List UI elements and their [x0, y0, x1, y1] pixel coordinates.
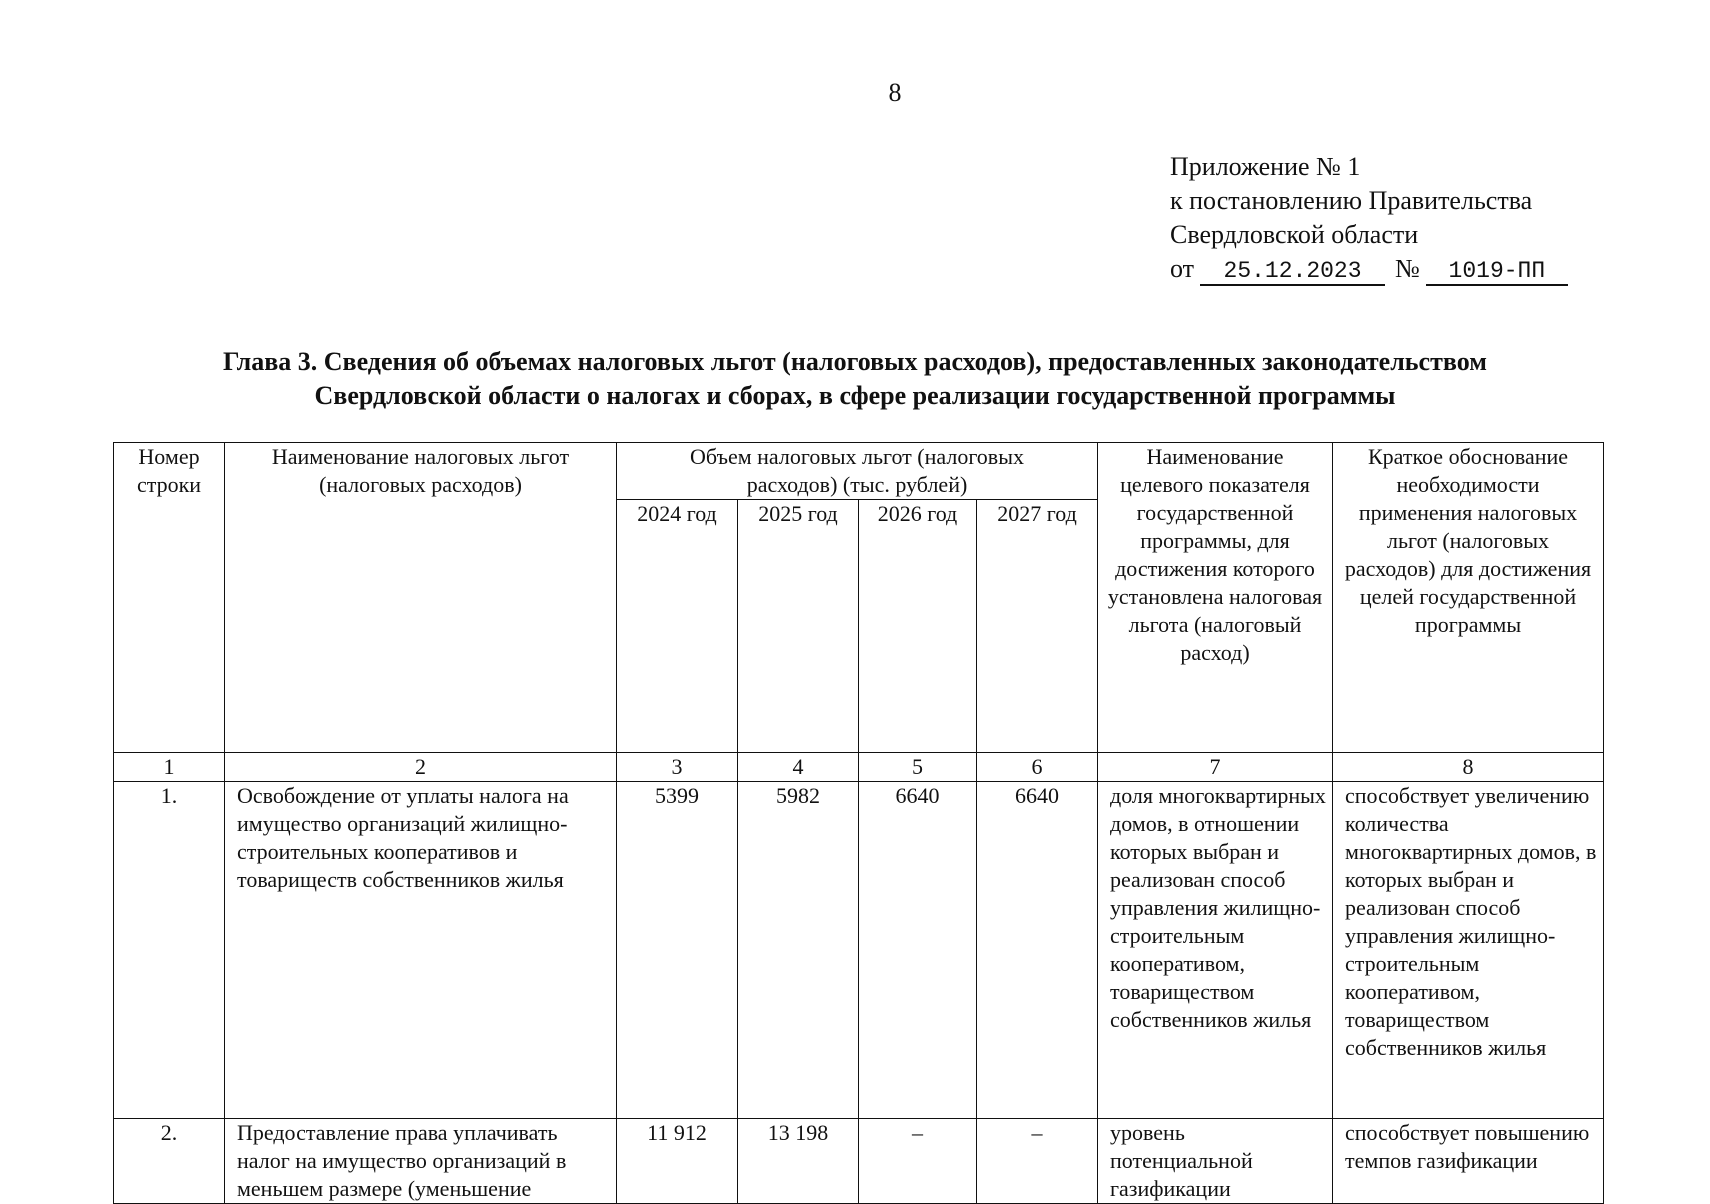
header-row-number: Номер строки — [114, 443, 225, 753]
header-justification: Краткое обоснование необходимости применения налоговых льгот (налоговых расходов) для достижения целей государственной программы — [1333, 443, 1604, 753]
justification: способствует повышению темпов газификации — [1333, 1119, 1604, 1204]
tax-benefits-table — [113, 442, 1604, 1204]
column-number: 5 — [859, 753, 977, 782]
header-target-indicator: Наименование целевого показателя государственной программы, для достижения которого установлена налоговая льгота (налоговый расход) — [1098, 443, 1333, 753]
appendix-resolution-line: к постановлению Правительства — [1170, 186, 1533, 215]
chapter-title: Глава 3. Сведения об объемах налоговых льгот (налоговых расходов), предоставленных законодательством Свердловской области о налогах и сборах, в сфере реализации государственной программы — [223, 347, 1487, 410]
justification: способствует увеличению количества многоквартирных домов, в которых выбран и реализован способ управления жилищно-строительным кооперативом, товариществом собственников жилья — [1333, 782, 1604, 1119]
header-year-2026: 2026 год — [859, 500, 977, 753]
volume-2026: 6640 — [859, 782, 977, 1119]
benefit-name: Предоставление права уплачивать налог на имущество организаций в меньшем размере (уменьшение — [225, 1119, 617, 1204]
appendix-title: Приложение № 1 — [1170, 152, 1361, 181]
header-row-1 — [114, 443, 1604, 500]
column-number: 6 — [977, 753, 1098, 782]
benefit-name: Освобождение от уплаты налога на имущество организаций жилищно-строительных кооперативов и товариществ собственников жилья — [225, 782, 617, 1119]
volume-2027: – — [977, 1119, 1098, 1204]
column-number: 2 — [225, 753, 617, 782]
resolution-number: 1019-ПП — [1426, 258, 1568, 286]
table-row — [114, 782, 1604, 1119]
column-number: 7 — [1098, 753, 1333, 782]
column-number-row — [114, 753, 1604, 782]
volume-2027: 6640 — [977, 782, 1098, 1119]
header-benefit-name: Наименование налоговых льгот (налоговых расходов) — [225, 443, 617, 753]
volume-2024: 11 912 — [617, 1119, 738, 1204]
column-number: 1 — [114, 753, 225, 782]
appendix-date-number-line — [1170, 252, 1568, 286]
volume-2026: – — [859, 1119, 977, 1204]
column-number: 4 — [738, 753, 859, 782]
page-number: 8 — [888, 78, 902, 107]
row-number: 1. — [114, 782, 225, 1119]
from-label: от — [1170, 254, 1195, 283]
volume-2025: 5982 — [738, 782, 859, 1119]
appendix-block — [1170, 150, 1568, 286]
resolution-date: 25.12.2023 — [1200, 258, 1385, 286]
target-indicator: доля многоквартирных домов, в отношении которых выбран и реализован способ управления жилищно-строительным кооперативом, товариществом собственников жилья — [1098, 782, 1333, 1119]
header-year-2024: 2024 год — [617, 500, 738, 753]
appendix-region-line: Свердловской области — [1170, 220, 1419, 249]
volume-2024: 5399 — [617, 782, 738, 1119]
row-number: 2. — [114, 1119, 225, 1204]
column-number: 8 — [1333, 753, 1604, 782]
table-row — [114, 1119, 1604, 1204]
number-label: № — [1395, 254, 1420, 283]
column-number: 3 — [617, 753, 738, 782]
header-volume: Объем налоговых льгот (налоговых расходов) (тыс. рублей) — [617, 443, 1098, 500]
header-year-2027: 2027 год — [977, 500, 1098, 753]
target-indicator: уровень потенциальной газификации — [1098, 1119, 1333, 1204]
volume-2025: 13 198 — [738, 1119, 859, 1204]
header-year-2025: 2025 год — [738, 500, 859, 753]
